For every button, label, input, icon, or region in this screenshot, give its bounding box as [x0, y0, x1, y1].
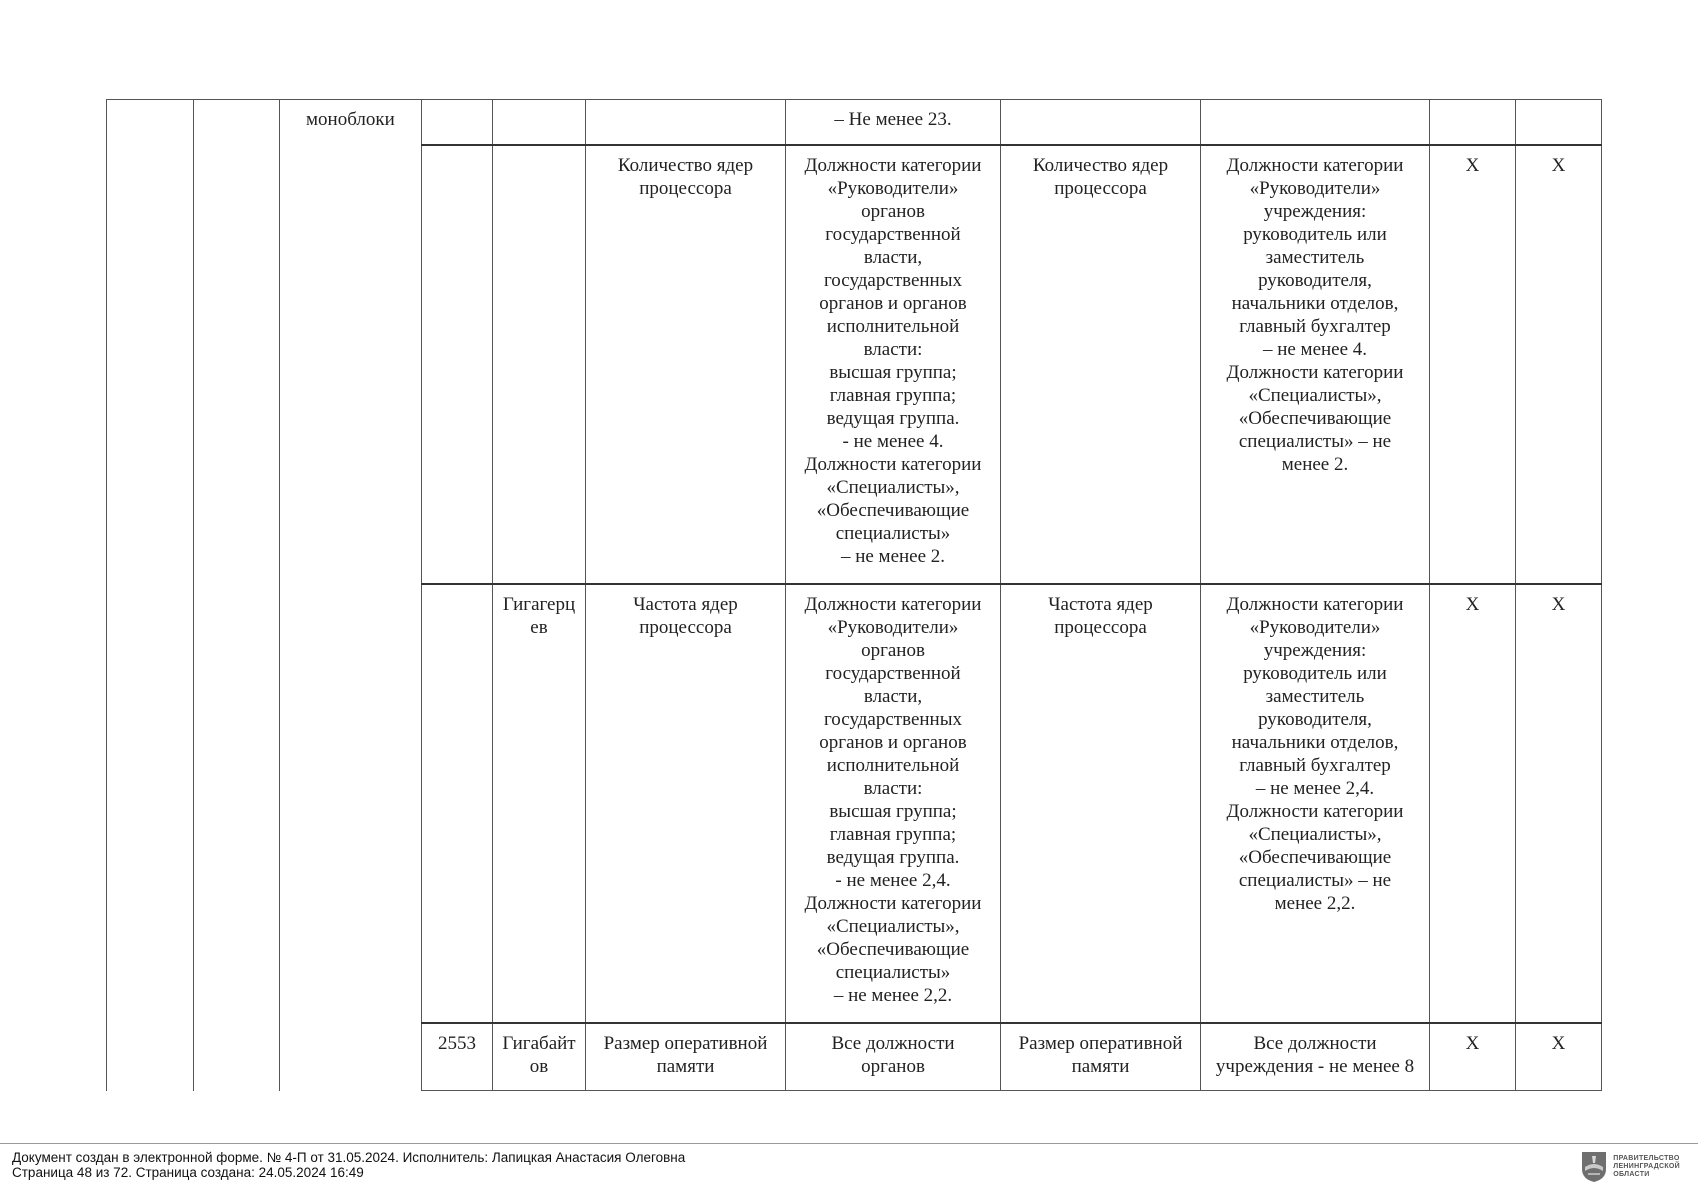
footer-page-info: Страница 48 из 72. Страница создана: 24.05.2024 16:49 [12, 1165, 364, 1180]
table-cell: X [1430, 145, 1516, 584]
table-cell: Частота ядер процессора [1001, 584, 1201, 1023]
table-cell: Все должности учреждения - не менее 8 [1201, 1023, 1430, 1091]
footer-document-info: Документ создан в электронной форме. № 4-П от 31.05.2024. Исполнитель: Лапицкая Анастасия Олеговна [12, 1150, 686, 1165]
footer-divider [0, 1143, 1698, 1144]
brand-title: ПРАВИТЕЛЬСТВО ЛЕНИНГРАДСКОЙ ОБЛАСТИ [1613, 1155, 1680, 1178]
table-cell-empty-col1 [107, 100, 194, 1091]
document-footer [12, 1150, 685, 1180]
table-cell [422, 100, 493, 145]
table-cell-empty-col2 [194, 100, 280, 1091]
table-cell: X [1516, 145, 1602, 584]
table-cell: Должности категории «Руководители» учреждения: руководитель или заместитель руководителя, начальники отделов, главный бухгалтер – не менее 4. Должности категории «Специалисты», «Обеспечивающие специалисты» – не менее 2. [1201, 145, 1430, 584]
table-cell: X [1516, 584, 1602, 1023]
table-cell [1516, 100, 1602, 145]
table-cell [422, 145, 493, 584]
table-cell-item-name: моноблоки [280, 100, 422, 1091]
document-table [106, 99, 1602, 1091]
table-cell: Должности категории «Руководители» органов государственной власти, государственных органов и органов исполнительной власти: высшая группа; главная группа; ведущая группа. - не менее 2,4. Должности категории «Специалисты», «Обеспечивающие специалисты» – не менее 2,2. [786, 584, 1001, 1023]
table-cell [493, 145, 586, 584]
government-logo [1581, 1151, 1680, 1183]
table-cell [1430, 100, 1516, 145]
table-cell [422, 584, 493, 1023]
table-cell [493, 100, 586, 145]
table-cell: X [1430, 1023, 1516, 1091]
coat-of-arms-icon [1581, 1151, 1607, 1183]
table-cell: Количество ядер процессора [1001, 145, 1201, 584]
table-cell: X [1430, 584, 1516, 1023]
table-cell: Гигагерц ев [493, 584, 586, 1023]
table-cell: Все должности органов [786, 1023, 1001, 1091]
table-cell: Должности категории «Руководители» органов государственной власти, государственных органов и органов исполнительной власти: высшая группа; главная группа; ведущая группа. - не менее 4. Должности категории «Специалисты», «Обеспечивающие специалисты» – не менее 2. [786, 145, 1001, 584]
table-cell: 2553 [422, 1023, 493, 1091]
table-cell: X [1516, 1023, 1602, 1091]
table-cell: Должности категории «Руководители» учреждения: руководитель или заместитель руководителя, начальники отделов, главный бухгалтер – не менее 2,4. Должности категории «Специалисты», «Обеспечивающие специалисты» – не менее 2,2. [1201, 584, 1430, 1023]
table-cell: Частота ядер процессора [586, 584, 786, 1023]
table-row [107, 100, 1602, 145]
table-cell: – Не менее 23. [786, 100, 1001, 145]
table-cell: Гигабайт ов [493, 1023, 586, 1091]
table-cell [1201, 100, 1430, 145]
table-cell: Размер оперативной памяти [586, 1023, 786, 1091]
table-cell: Размер оперативной памяти [1001, 1023, 1201, 1091]
table-cell [1001, 100, 1201, 145]
table-cell: Количество ядер процессора [586, 145, 786, 584]
table-cell [586, 100, 786, 145]
